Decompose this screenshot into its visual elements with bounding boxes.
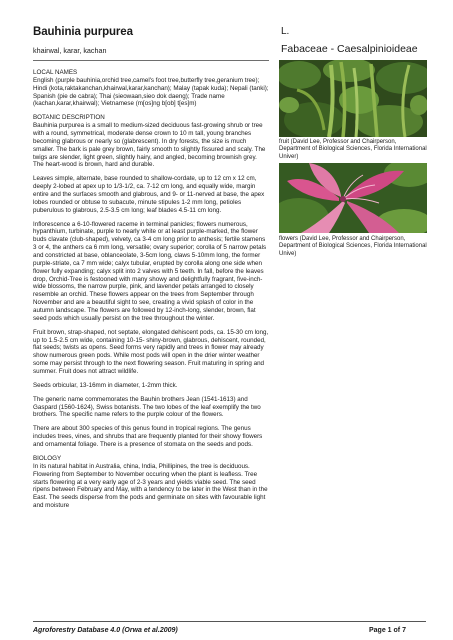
header-divider	[33, 60, 269, 61]
flower-caption: flowers (David Lee, Professor and Chairperson, Department of Biological Sciences, Florida International Unive)	[279, 236, 427, 257]
fruit-photo	[279, 60, 427, 137]
botanic-paragraph: Inflorescence a 6-10-flowered raceme in terminal panicles; flowers numerous, hypanthium, turbinate, purple to nearly white or at least purple-marked, the flower buds clavate (club-shaped), velvety, ca 3-4 cm long prior to anthesis; fertile stamens 3 or 4, the anthers ca 6 mm long, versatile; ovary superior; corolla of 5 narrow petals and constricted at base, oblanceolate, 3-5cm long, claws 5-10mm long, the former purple-striate, ca 7 mm wide; calyx tubular, erupted by corolla along one side when flower fully expanding; calyx split into 2 valves with 5 teeth. In fall, before the leaves drop, Orchid-Tree is festooned with many showy and delightfully fragrant, five-inch-wide blossoms, the narrow purple, pink, and lavender petals arranged to closely resemble an orchid. These flowers appear on the trees from September through November and are a beautiful sight to see, creating a vivid splash of color in the autumn landscape. The flowers are followed by 12-inch-long, slender, brown, flat seed pods which usually persist on the tree throughout the winter.	[33, 220, 267, 322]
footer-source: Agroforestry Database 4.0 (Orwa et al.2009)	[33, 627, 178, 634]
species-title: Bauhinia purpurea	[33, 26, 133, 38]
family-name: Fabaceae - Caesalpinioideae	[281, 43, 418, 55]
local-names-text: English (purple bauhinia,orchid tree,camel's foot tree,butterfly tree,geranium tree); Hindi (kota,raktakanchan,khairwal,karar,kanchan); Malay (tapak kuda); Nepali (tanki); Spanish (pie de cabra); Thai (sieowaan,sieo dok daeng); Trade name (kachan,karar,khairwal); Vietnamese (m[os]ng b[ob] t[es]m)	[33, 76, 269, 108]
main-text-column	[33, 69, 269, 516]
flower-photo	[279, 163, 427, 233]
fruit-caption: fruit (David Lee, Professor and Chairperson, Department of Biological Sciences, Florida International Univer)	[279, 139, 427, 160]
footer-divider	[33, 621, 426, 622]
vernacular-names: khairwal, karar, kachan	[33, 46, 107, 55]
botanic-paragraph: Leaves simple, alternate, base rounded to shallow-cordate, up to 12 cm x 12 cm, deeply 2-lobed at apex up to 1/3-1/2, ca. 7-12 cm long, and equally wide, margin entire and the surfaces smooth and glabrous, and 9- or 11-nerved at base, the apex lobes rounded or obtuse to subacute, minute stipules 1-2 mm long, petioles puberulous to glabrous, 2.5-3.5 cm long; leaf blades 4.5-11 cm long.	[33, 175, 265, 214]
botanic-description-heading: BOTANIC DESCRIPTION	[33, 114, 105, 122]
botanic-paragraph: Seeds orbicular, 13-16mm in diameter, 1-2mm thick.	[33, 381, 178, 389]
botanic-paragraph: Fruit brown, strap-shaped, not septate, elongated dehiscent pods, ca. 15-30 cm long, up to 1.5-2.5 cm wide, containing 10-15- shiny-brown, glabrous, dehiscent, rounded, flat seeds; twists as opens. Seed forms very rapidly and trees in flower may already show numerous green pods. While most pods will open in the drier winter weather some may persist through to the next flowering season. Fruit maturing in spring and summer. Fruit does not attract wildlife.	[33, 328, 269, 375]
page-number: Page 1 of 7	[369, 627, 406, 634]
local-names-heading: LOCAL NAMES	[33, 69, 78, 76]
species-authority: L.	[281, 26, 290, 37]
botanic-paragraph: There are about 300 species of this genus found in tropical regions. The genus includes trees, vines, and shrubs that are frequently planted for their showy flowers and ornamental foliage. There is a presence of stomata on the seeds and pods.	[33, 425, 263, 449]
botanic-paragraph: The generic name commemorates the Bauhin brothers Jean (1541-1613) and Gaspard (1560-1624), Swiss botanists. The two lobes of the leaf exemplify the two brothers. The specific name refers to the purple colour of the flowers.	[33, 395, 261, 419]
botanic-paragraph: Bauhinia purpurea is a small to medium-sized deciduous fast-growing shrub or tree with a round, symmetrical, moderate dense crown to 10 m tall, young branches becoming glabrous or nearly so (glabrescent). In dry forests, the size is much smaller. The bark is pale grey brown, fairly smooth to slightly fissured and scaly. The twigs are slender, light green, slightly hairy, and angled, becoming brownish grey. The heart-wood is brown, hard and durable.	[33, 122, 266, 169]
biology-heading: BIOLOGY	[33, 455, 62, 463]
biology-paragraph: In its natural habitat in Australia, china, India, Phillipines, the tree is deciduous. Flowering from September to November occuring when the plant is leafless. Tree starts flowering at a very early age of 2-3 years and yields viable seed. The seed ripens between February and May, with a tendency to be later in the West than in the East. The seeds disperse from the pods and germinate on sites with favourable light and moisture	[33, 462, 268, 510]
